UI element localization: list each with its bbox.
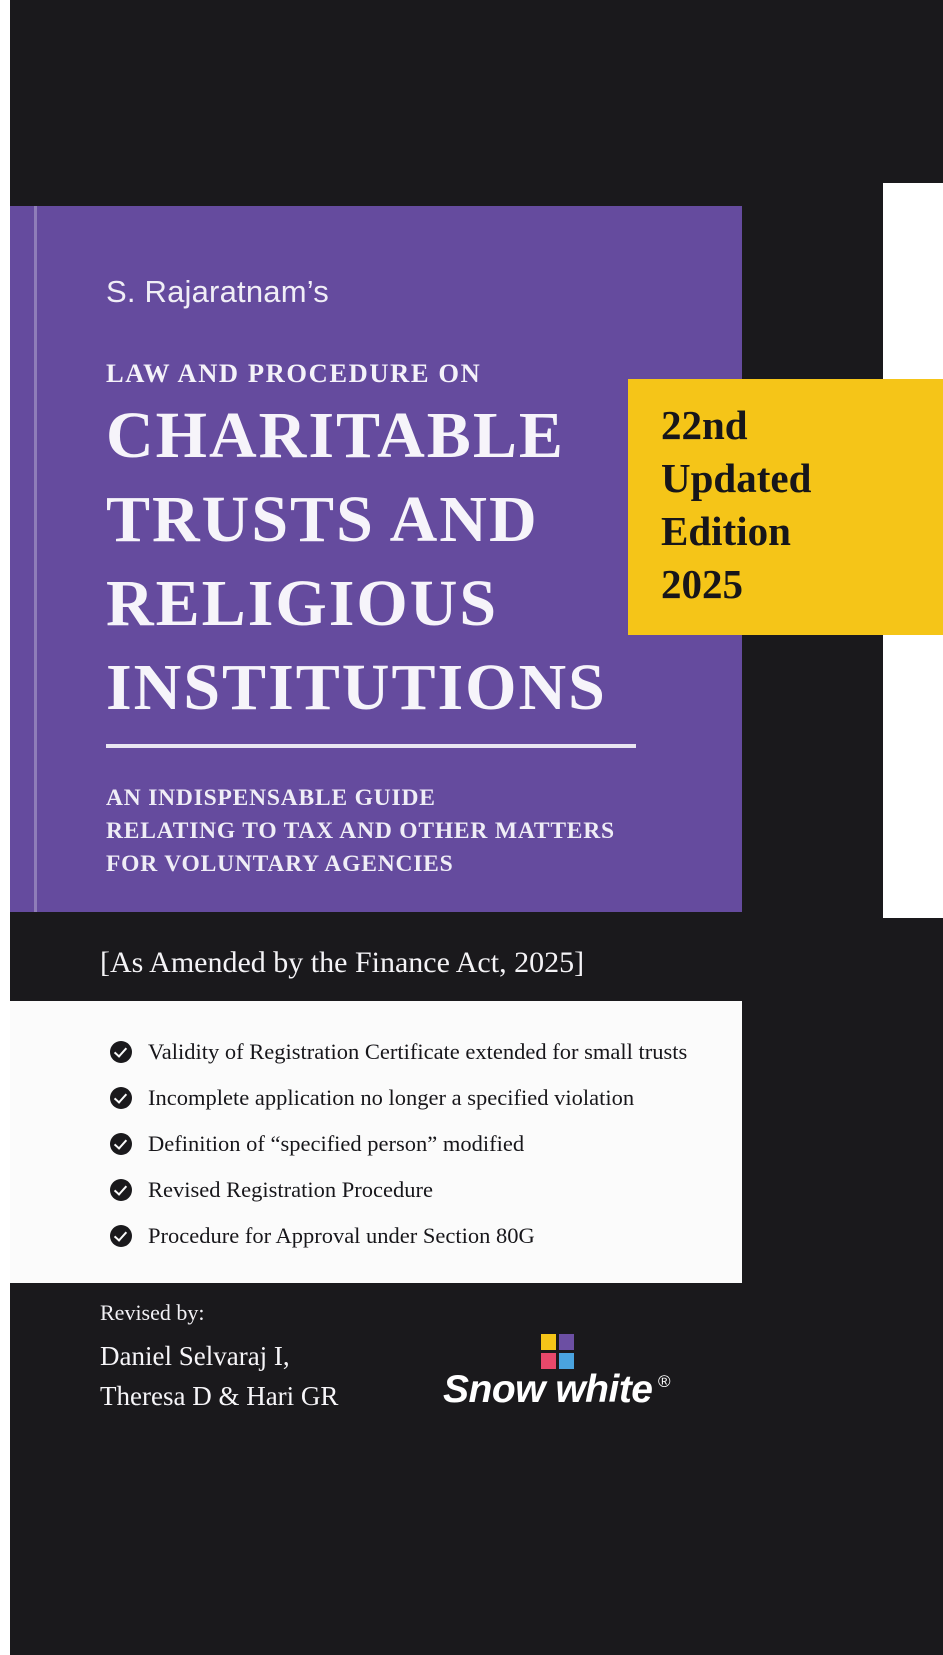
edition-badge-line-3: Edition xyxy=(661,508,791,554)
book-subtitle-line-3: FOR VOLUNTARY AGENCIES xyxy=(106,851,454,877)
edition-badge-line-2: Updated xyxy=(661,455,812,501)
reviser-names xyxy=(100,1336,338,1416)
list-item xyxy=(110,1223,535,1249)
feature-label: Definition of “specified person” modified xyxy=(148,1131,525,1156)
reviser-line-1: Daniel Selvaraj I, xyxy=(100,1341,290,1371)
list-item xyxy=(110,1039,687,1065)
features-panel xyxy=(10,1001,742,1283)
book-subtitle-line-2: RELATING TO TAX AND OTHER MATTERS xyxy=(106,818,615,844)
edition-badge-line-1: 22nd xyxy=(661,402,748,448)
book-title-line-4: INSTITUTIONS xyxy=(106,651,607,724)
left-white-edge xyxy=(0,0,10,1655)
list-item xyxy=(110,1177,433,1203)
edition-badge xyxy=(628,379,943,635)
list-item xyxy=(110,1085,634,1111)
edition-badge-line-4: 2025 xyxy=(661,561,743,607)
amendment-note: [As Amended by the Finance Act, 2025] xyxy=(100,946,585,979)
book-subtitle-line-1: AN INDISPENSABLE GUIDE xyxy=(106,785,436,811)
feature-label: Procedure for Approval under Section 80G xyxy=(148,1223,535,1248)
list-item xyxy=(110,1131,524,1157)
check-circle-icon xyxy=(110,1087,132,1109)
revised-by-label: Revised by: xyxy=(100,1300,205,1325)
title-prefix: LAW AND PROCEDURE ON xyxy=(106,358,482,388)
snowflake-squares-icon xyxy=(541,1334,575,1370)
publisher-logo xyxy=(443,1334,683,1420)
edition-badge-text xyxy=(661,399,811,611)
feature-label: Revised Registration Procedure xyxy=(148,1177,433,1202)
check-circle-icon xyxy=(110,1041,132,1063)
registered-trademark-icon: ® xyxy=(658,1372,671,1391)
book-subtitle xyxy=(106,782,706,881)
book-title-line-1: CHARITABLE xyxy=(106,399,565,472)
feature-label: Validity of Registration Certificate extended for small trusts xyxy=(148,1039,688,1064)
purple-panel-accent-line xyxy=(34,206,37,912)
title-divider xyxy=(106,744,636,748)
book-title-line-3: RELIGIOUS xyxy=(106,567,499,640)
reviser-line-2: Theresa D & Hari GR xyxy=(100,1381,339,1411)
check-circle-icon xyxy=(110,1133,132,1155)
check-circle-icon xyxy=(110,1179,132,1201)
book-title-line-2: TRUSTS AND xyxy=(106,483,539,556)
publisher-name: Snow white xyxy=(443,1368,653,1411)
author-name: S. Rajaratnam’s xyxy=(106,274,329,309)
check-circle-icon xyxy=(110,1225,132,1247)
feature-label: Incomplete application no longer a specified violation xyxy=(148,1085,635,1110)
